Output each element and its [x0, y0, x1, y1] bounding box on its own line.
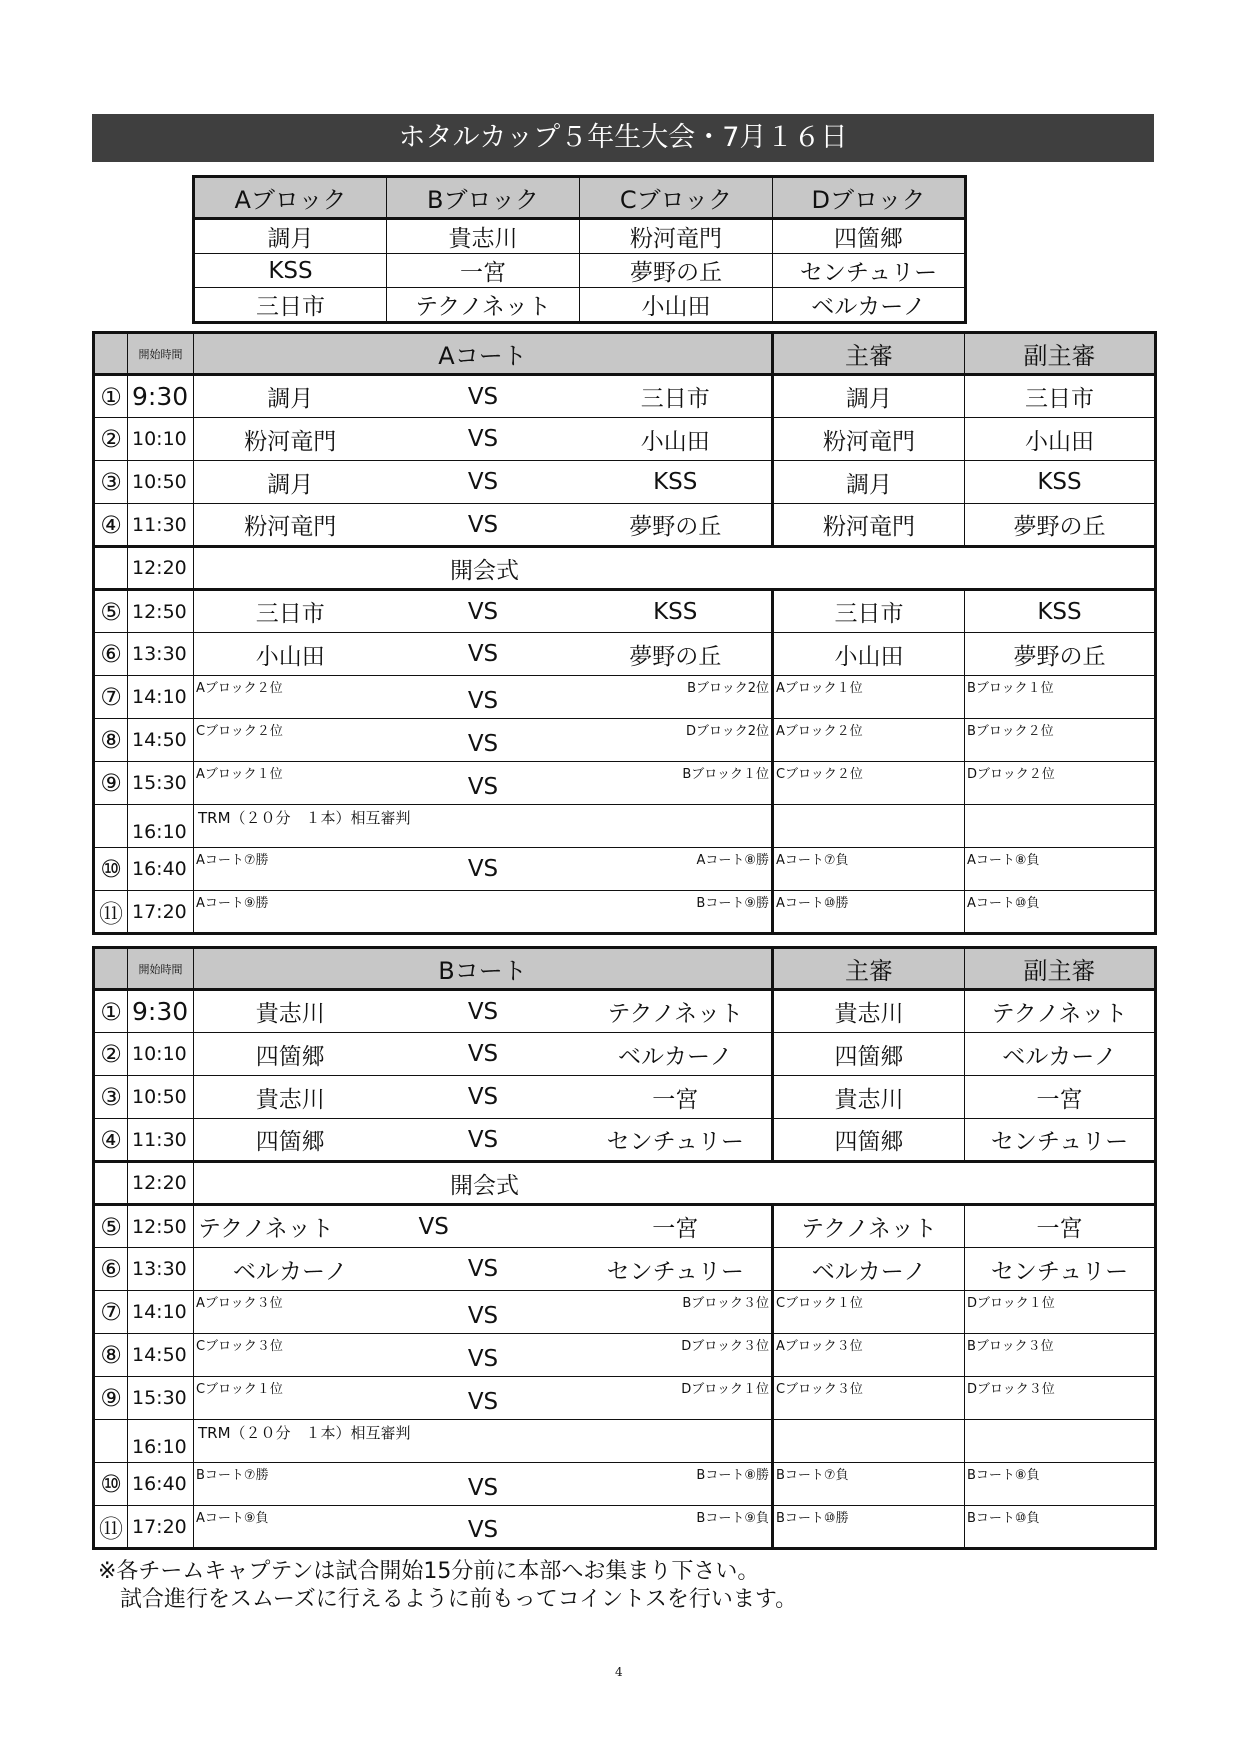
match-time: 9:30	[128, 375, 194, 418]
match-time: 17:20	[128, 891, 194, 934]
block-team: 貴志川	[387, 219, 580, 254]
header-start-time: 開始時間	[128, 333, 194, 375]
vs-label: VS	[387, 375, 580, 418]
sub-referee: Aコート⑩負	[965, 891, 1156, 934]
sub-referee: 三日市	[965, 375, 1156, 418]
match-time: 17:20	[128, 1506, 194, 1549]
sub-referee: Dブロック３位	[965, 1377, 1156, 1420]
vs-label: VS	[387, 1119, 580, 1162]
trm-row	[94, 1420, 1156, 1463]
block-team: 粉河竜門	[580, 219, 773, 254]
match-row	[94, 590, 1156, 633]
page-title: ホタルカップ５年生大会・7月１６日	[92, 114, 1154, 162]
team-2: Dブロック2位	[580, 719, 773, 762]
sub-referee: 夢野の丘	[965, 633, 1156, 676]
team-2: Aコート⑧勝	[580, 848, 773, 891]
header-referee: 主審	[773, 333, 965, 375]
match-row	[94, 1463, 1156, 1506]
match-row	[94, 719, 1156, 762]
court-b-schedule	[92, 946, 1157, 1550]
team-1: Cブロック１位	[194, 1377, 387, 1420]
match-row	[94, 676, 1156, 719]
sub-referee-blank	[965, 1420, 1156, 1463]
sub-referee: Bコート⑧負	[965, 1463, 1156, 1506]
block-team: 一宮	[387, 254, 580, 288]
team-1: 四箇郷	[194, 1119, 387, 1162]
match-time: 15:30	[128, 1377, 194, 1420]
sub-referee: Bコート⑩負	[965, 1506, 1156, 1549]
match-number: ⑧	[94, 719, 128, 762]
header-sub-referee: 副主審	[965, 333, 1156, 375]
vs-label: VS	[387, 676, 580, 719]
header-blank	[94, 948, 128, 990]
match-number-blank	[94, 1162, 128, 1205]
match-time: 16:40	[128, 848, 194, 891]
match-number-blank	[94, 805, 128, 848]
header-start-time: 開始時間	[128, 948, 194, 990]
team-1: Aブロック１位	[194, 762, 387, 805]
sub-referee: テクノネット	[965, 990, 1156, 1033]
ceremony-time: 12:20	[128, 1162, 194, 1205]
sub-referee: センチュリー	[965, 1248, 1156, 1291]
note-line-1: ※各チームキャプテンは試合開始15分前に本部へお集まり下さい。	[98, 1559, 760, 1584]
vs-label: VS	[387, 504, 580, 547]
sub-referee: 夢野の丘	[965, 504, 1156, 547]
match-time: 13:30	[128, 633, 194, 676]
match-time: 12:50	[128, 1205, 194, 1248]
team-2: 夢野の丘	[580, 633, 773, 676]
trm-time: 16:10	[128, 1420, 194, 1463]
match-time: 14:10	[128, 1291, 194, 1334]
team-1: Aコート⑦勝	[194, 848, 387, 891]
block-team: 夢野の丘	[580, 254, 773, 288]
match-row	[94, 1377, 1156, 1420]
match-time: 10:10	[128, 418, 194, 461]
match-row	[94, 891, 1156, 934]
referee-blank	[773, 805, 965, 848]
team-2: Bブロック2位	[580, 676, 773, 719]
team-2: 夢野の丘	[580, 504, 773, 547]
referee: 三日市	[773, 590, 965, 633]
team-1: 小山田	[194, 633, 387, 676]
referee: 粉河竜門	[773, 504, 965, 547]
block-team: センチュリー	[773, 254, 966, 288]
vs-label: VS	[387, 1291, 580, 1334]
referee: Aコート⑩勝	[773, 891, 965, 934]
match-row	[94, 461, 1156, 504]
vs-label: VS	[387, 990, 580, 1033]
page-number: 4	[615, 1665, 623, 1679]
match-number: ⑪	[94, 1506, 128, 1549]
team-2: テクノネット	[580, 990, 773, 1033]
team-2: KSS	[580, 590, 773, 633]
match-number: ②	[94, 418, 128, 461]
header-referee: 主審	[773, 948, 965, 990]
block-team: 小山田	[580, 288, 773, 323]
referee: 四箇郷	[773, 1033, 965, 1076]
team-1: Cブロック２位	[194, 719, 387, 762]
vs-label: VS	[387, 1506, 580, 1549]
team-2: 一宮	[580, 1076, 773, 1119]
sub-referee: KSS	[965, 590, 1156, 633]
trm-time: 16:10	[128, 805, 194, 848]
referee: 調月	[773, 375, 965, 418]
team-2: 一宮	[580, 1205, 773, 1248]
vs-label: VS	[387, 1377, 580, 1420]
match-time: 10:10	[128, 1033, 194, 1076]
match-time: 9:30	[128, 990, 194, 1033]
team-1: 調月	[194, 375, 387, 418]
match-row	[94, 1248, 1156, 1291]
team-2: KSS	[580, 461, 773, 504]
match-number: ⑧	[94, 1334, 128, 1377]
block-team: 三日市	[194, 288, 387, 323]
referee: テクノネット	[773, 1205, 965, 1248]
vs-label: VS	[387, 1205, 580, 1248]
header-court-b: Bコート	[194, 948, 773, 990]
team-1: テクノネット	[194, 1205, 387, 1248]
team-2: 小山田	[580, 418, 773, 461]
referee: 貴志川	[773, 990, 965, 1033]
trm-label: TRM（２０分 １本）相互審判	[194, 805, 773, 848]
team-1: Aコート⑨勝	[194, 891, 387, 934]
team-2: Bコート⑨勝	[580, 891, 773, 934]
match-time: 16:40	[128, 1463, 194, 1506]
team-2: ベルカーノ	[580, 1033, 773, 1076]
opening-ceremony-label: 開会式	[194, 1162, 1156, 1205]
team-1: 粉河竜門	[194, 504, 387, 547]
match-row	[94, 504, 1156, 547]
team-2: センチュリー	[580, 1248, 773, 1291]
match-number: ⑦	[94, 1291, 128, 1334]
referee: Cブロック２位	[773, 762, 965, 805]
block-header-a: Aブロック	[194, 177, 387, 219]
match-number: ③	[94, 461, 128, 504]
sub-referee: センチュリー	[965, 1119, 1156, 1162]
block-row	[194, 288, 966, 323]
vs-label: VS	[387, 1033, 580, 1076]
vs-label: VS	[387, 719, 580, 762]
vs-label: VS	[387, 418, 580, 461]
match-number: ⑨	[94, 762, 128, 805]
sub-referee: ベルカーノ	[965, 1033, 1156, 1076]
trm-label: TRM（２０分 １本）相互審判	[194, 1420, 773, 1463]
match-row	[94, 633, 1156, 676]
sub-referee: Dブロック２位	[965, 762, 1156, 805]
match-number-blank	[94, 1420, 128, 1463]
match-number: ⑪	[94, 891, 128, 934]
match-row	[94, 1291, 1156, 1334]
block-table	[192, 175, 967, 324]
match-row	[94, 762, 1156, 805]
team-1: 貴志川	[194, 1076, 387, 1119]
referee: Cブロック３位	[773, 1377, 965, 1420]
team-1: Bコート⑦勝	[194, 1463, 387, 1506]
team-2: Dブロック１位	[580, 1377, 773, 1420]
team-1: Aブロック３位	[194, 1291, 387, 1334]
referee: 粉河竜門	[773, 418, 965, 461]
vs-label: VS	[387, 461, 580, 504]
team-1: Cブロック３位	[194, 1334, 387, 1377]
team-2: Bコート⑨負	[580, 1506, 773, 1549]
sub-referee: Bブロック１位	[965, 676, 1156, 719]
team-1: 三日市	[194, 590, 387, 633]
referee: Aコート⑦負	[773, 848, 965, 891]
vs-label-blank	[387, 891, 580, 934]
block-team: 調月	[194, 219, 387, 254]
match-time: 14:50	[128, 1334, 194, 1377]
vs-label: VS	[387, 1248, 580, 1291]
block-header-c: Cブロック	[580, 177, 773, 219]
block-team: 四箇郷	[773, 219, 966, 254]
ceremony-time: 12:20	[128, 547, 194, 590]
opening-ceremony-label: 開会式	[194, 547, 1156, 590]
vs-label: VS	[387, 762, 580, 805]
note-line-2: 試合進行をスムーズに行えるように前もってコイントスを行います。	[120, 1587, 798, 1612]
match-number: ③	[94, 1076, 128, 1119]
match-row	[94, 1334, 1156, 1377]
sub-referee: 一宮	[965, 1205, 1156, 1248]
team-2: Bブロック１位	[580, 762, 773, 805]
header-court-a: Aコート	[194, 333, 773, 375]
vs-label: VS	[387, 1334, 580, 1377]
referee: Cブロック１位	[773, 1291, 965, 1334]
referee: 小山田	[773, 633, 965, 676]
team-2: Bブロック３位	[580, 1291, 773, 1334]
trm-row	[94, 805, 1156, 848]
team-1: Aコート⑨負	[194, 1506, 387, 1549]
match-row	[94, 990, 1156, 1033]
match-time: 12:50	[128, 590, 194, 633]
match-row	[94, 418, 1156, 461]
match-time: 14:50	[128, 719, 194, 762]
vs-label: VS	[387, 590, 580, 633]
match-number: ①	[94, 375, 128, 418]
block-row	[194, 219, 966, 254]
sub-referee: KSS	[965, 461, 1156, 504]
match-number: ⑥	[94, 1248, 128, 1291]
team-1: 貴志川	[194, 990, 387, 1033]
match-number: ⑤	[94, 590, 128, 633]
match-time: 10:50	[128, 461, 194, 504]
match-time: 11:30	[128, 504, 194, 547]
sub-referee: 小山田	[965, 418, 1156, 461]
referee: 貴志川	[773, 1076, 965, 1119]
vs-label: VS	[387, 1463, 580, 1506]
team-1: 調月	[194, 461, 387, 504]
match-number: ⑨	[94, 1377, 128, 1420]
match-time: 11:30	[128, 1119, 194, 1162]
match-row	[94, 1076, 1156, 1119]
referee: Aブロック２位	[773, 719, 965, 762]
referee: 四箇郷	[773, 1119, 965, 1162]
referee: Aブロック１位	[773, 676, 965, 719]
match-number: ④	[94, 504, 128, 547]
team-1: 四箇郷	[194, 1033, 387, 1076]
match-time: 15:30	[128, 762, 194, 805]
referee-blank	[773, 1420, 965, 1463]
team-2: 三日市	[580, 375, 773, 418]
court-a-schedule	[92, 331, 1157, 935]
block-header-b: Bブロック	[387, 177, 580, 219]
sub-referee: Aコート⑧負	[965, 848, 1156, 891]
match-row	[94, 1033, 1156, 1076]
match-number-blank	[94, 547, 128, 590]
referee: 調月	[773, 461, 965, 504]
sub-referee-blank	[965, 805, 1156, 848]
match-row	[94, 848, 1156, 891]
team-2: センチュリー	[580, 1119, 773, 1162]
opening-ceremony-row	[94, 1162, 1156, 1205]
vs-label: VS	[387, 1076, 580, 1119]
vs-label: VS	[387, 633, 580, 676]
match-number: ⑦	[94, 676, 128, 719]
block-team: ベルカーノ	[773, 288, 966, 323]
match-time: 10:50	[128, 1076, 194, 1119]
team-2: Bコート⑧勝	[580, 1463, 773, 1506]
sub-referee: Bブロック３位	[965, 1334, 1156, 1377]
block-team: KSS	[194, 254, 387, 288]
team-1: 粉河竜門	[194, 418, 387, 461]
match-row	[94, 375, 1156, 418]
referee: Bコート⑩勝	[773, 1506, 965, 1549]
match-number: ①	[94, 990, 128, 1033]
vs-label: VS	[387, 848, 580, 891]
match-number: ⑤	[94, 1205, 128, 1248]
block-team: テクノネット	[387, 288, 580, 323]
match-time: 14:10	[128, 676, 194, 719]
opening-ceremony-row	[94, 547, 1156, 590]
match-number: ②	[94, 1033, 128, 1076]
referee: Bコート⑦負	[773, 1463, 965, 1506]
match-row	[94, 1205, 1156, 1248]
match-number: ⑩	[94, 848, 128, 891]
sub-referee: Bブロック２位	[965, 719, 1156, 762]
block-header-d: Dブロック	[773, 177, 966, 219]
team-1: Aブロック２位	[194, 676, 387, 719]
match-row	[94, 1506, 1156, 1549]
sub-referee: Dブロック１位	[965, 1291, 1156, 1334]
header-blank	[94, 333, 128, 375]
team-2: Dブロック３位	[580, 1334, 773, 1377]
match-row	[94, 1119, 1156, 1162]
referee: Aブロック３位	[773, 1334, 965, 1377]
match-number: ④	[94, 1119, 128, 1162]
match-time: 13:30	[128, 1248, 194, 1291]
match-number: ⑩	[94, 1463, 128, 1506]
referee: ベルカーノ	[773, 1248, 965, 1291]
block-row	[194, 254, 966, 288]
team-1: ベルカーノ	[194, 1248, 387, 1291]
match-number: ⑥	[94, 633, 128, 676]
sub-referee: 一宮	[965, 1076, 1156, 1119]
header-sub-referee: 副主審	[965, 948, 1156, 990]
